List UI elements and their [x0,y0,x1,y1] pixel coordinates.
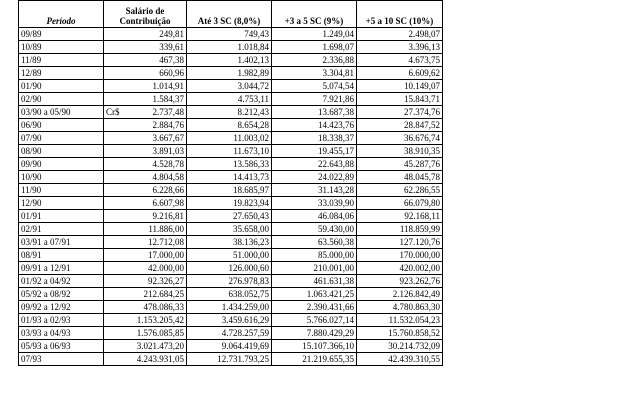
cell-3-a-5-sc: 7.921,86 [272,93,357,106]
cell-5-a-10-sc: 2.498,07 [357,28,443,41]
cell-periodo: 09/90 [19,158,104,171]
currency-prefix: Cr$ [106,107,120,117]
cell-salario: 4.804,58 [104,171,187,184]
cell-periodo: 03/90 a 05/90 [19,106,104,119]
cell-5-a-10-sc: 36.676,74 [357,132,443,145]
cell-3-a-5-sc: 1.698,07 [272,41,357,54]
cell-3-a-5-sc: 18.338,37 [272,132,357,145]
cell-ate-3-sc: 38.136,23 [187,236,272,249]
cell-5-a-10-sc: 27.374,76 [357,106,443,119]
header-5-a-10-sc: +5 a 10 SC (10%) [357,1,443,28]
cell-ate-3-sc: 3.044,72 [187,80,272,93]
cell-periodo: 07/93 [19,353,104,366]
cell-salario: 12.712,08 [104,236,187,249]
cell-periodo: 09/92 a 12/92 [19,301,104,314]
cell-salario: 339,61 [104,41,187,54]
cell-3-a-5-sc: 3.304,81 [272,67,357,80]
cell-ate-3-sc: 126.000,60 [187,262,272,275]
cell-ate-3-sc: 1.018,84 [187,41,272,54]
cell-periodo: 03/91 a 07/91 [19,236,104,249]
table-row [19,41,443,54]
cell-salario: 1.576.085,85 [104,327,187,340]
cell-ate-3-sc: 1.402,13 [187,54,272,67]
cell-ate-3-sc: 27.650,43 [187,210,272,223]
cell-ate-3-sc: 8.654,28 [187,119,272,132]
cell-ate-3-sc: 4.728.257,59 [187,327,272,340]
cell-ate-3-sc: 35.658,00 [187,223,272,236]
table-row [19,184,443,197]
cell-5-a-10-sc: 62.286,55 [357,184,443,197]
cell-periodo: 05/92 a 08/92 [19,288,104,301]
cell-5-a-10-sc: 3.396,13 [357,41,443,54]
cell-salario: 6.228,66 [104,184,187,197]
cell-5-a-10-sc: 4.673,75 [357,54,443,67]
cell-ate-3-sc: 13.586,33 [187,158,272,171]
table-row [19,262,443,275]
cell-salario: 4.528,78 [104,158,187,171]
table-row [19,327,443,340]
cell-periodo: 10/89 [19,41,104,54]
cell-5-a-10-sc: 28.847,52 [357,119,443,132]
cell-5-a-10-sc: 127.120,76 [357,236,443,249]
cell-ate-3-sc: 749,43 [187,28,272,41]
cell-5-a-10-sc: 30.214.732,09 [357,340,443,353]
cell-salario: 9.216,81 [104,210,187,223]
cell-periodo: 12/89 [19,67,104,80]
cell-salario: 4.243.931,05 [104,353,187,366]
table-row [19,353,443,366]
cell-ate-3-sc: 12.731.793,25 [187,353,272,366]
table-row [19,80,443,93]
cell-5-a-10-sc: 15.843,71 [357,93,443,106]
table-row [19,249,443,262]
cell-5-a-10-sc: 118.859,99 [357,223,443,236]
cell-5-a-10-sc: 48.045,78 [357,171,443,184]
cell-5-a-10-sc: 420.002,00 [357,262,443,275]
cell-5-a-10-sc: 2.126.842,49 [357,288,443,301]
cell-5-a-10-sc: 6.609,62 [357,67,443,80]
cell-5-a-10-sc: 38.910,35 [357,145,443,158]
cell-5-a-10-sc: 66.079,80 [357,197,443,210]
cell-ate-3-sc: 11.673,10 [187,145,272,158]
table-row [19,28,443,41]
cell-ate-3-sc: 9.064.419,69 [187,340,272,353]
table-row [19,314,443,327]
cell-5-a-10-sc: 92.168,11 [357,210,443,223]
cell-3-a-5-sc: 2.336,88 [272,54,357,67]
table-row [19,171,443,184]
table-row [19,106,443,119]
cell-5-a-10-sc: 11.532.054,23 [357,314,443,327]
cell-periodo: 08/91 [19,249,104,262]
cell-periodo: 07/90 [19,132,104,145]
header-ate-3-sc: Até 3 SC (8,0%) [187,1,272,28]
cell-3-a-5-sc: 46.084,06 [272,210,357,223]
table-row [19,197,443,210]
cell-3-a-5-sc: 7.880.429,29 [272,327,357,340]
cell-ate-3-sc: 1.982,89 [187,67,272,80]
table-row [19,158,443,171]
cell-3-a-5-sc: 210.001,00 [272,262,357,275]
cell-3-a-5-sc: 59.430,00 [272,223,357,236]
cell-5-a-10-sc: 923.262,76 [357,275,443,288]
cell-ate-3-sc: 4.753,11 [187,93,272,106]
table-row [19,223,443,236]
cell-3-a-5-sc: 5.074,54 [272,80,357,93]
table-row [19,67,443,80]
cell-3-a-5-sc: 13.687,38 [272,106,357,119]
cell-ate-3-sc: 1.434.259,00 [187,301,272,314]
table-row [19,301,443,314]
cell-periodo: 09/89 [19,28,104,41]
cell-periodo: 12/90 [19,197,104,210]
cell-ate-3-sc: 3.459.616,29 [187,314,272,327]
cell-3-a-5-sc: 24.022,89 [272,171,357,184]
cell-ate-3-sc: 14.413,73 [187,171,272,184]
table-row [19,119,443,132]
header-salario: Salário de Contribuição [104,1,187,28]
cell-ate-3-sc: 51.000,00 [187,249,272,262]
cell-periodo: 09/91 a 12/91 [19,262,104,275]
cell-5-a-10-sc: 10.149,07 [357,80,443,93]
cell-salario: 249,81 [104,28,187,41]
cell-salario: 6.607,98 [104,197,187,210]
table-row [19,132,443,145]
cell-3-a-5-sc: 2.390.431,66 [272,301,357,314]
cell-3-a-5-sc: 5.766.027,14 [272,314,357,327]
cell-salario: 17.000,00 [104,249,187,262]
cell-5-a-10-sc: 4.780.863,30 [357,301,443,314]
cell-periodo: 01/91 [19,210,104,223]
cell-3-a-5-sc: 461.631,38 [272,275,357,288]
cell-3-a-5-sc: 15.107.366,10 [272,340,357,353]
cell-3-a-5-sc: 33.039,90 [272,197,357,210]
cell-ate-3-sc: 11.003,02 [187,132,272,145]
cell-periodo: 01/90 [19,80,104,93]
cell-salario: 3.891,03 [104,145,187,158]
cell-salario: 92.326,27 [104,275,187,288]
cell-3-a-5-sc: 14.423,76 [272,119,357,132]
table-header-row [19,1,443,28]
cell-salario [104,106,187,119]
salario-value: 2.737,48 [152,107,184,117]
cell-3-a-5-sc: 1.249,04 [272,28,357,41]
header-periodo: Período [19,1,104,28]
cell-periodo: 02/90 [19,93,104,106]
cell-periodo: 10/90 [19,171,104,184]
cell-3-a-5-sc: 31.143,28 [272,184,357,197]
cell-salario: 3.021.473,20 [104,340,187,353]
cell-ate-3-sc: 276.978,83 [187,275,272,288]
cell-salario: 660,96 [104,67,187,80]
header-3-a-5-sc: +3 a 5 SC (9%) [272,1,357,28]
cell-3-a-5-sc: 19.455,17 [272,145,357,158]
cell-salario: 11.886,00 [104,223,187,236]
cell-3-a-5-sc: 63.560,38 [272,236,357,249]
cell-ate-3-sc: 8.212,43 [187,106,272,119]
cell-salario: 42.000,00 [104,262,187,275]
cell-5-a-10-sc: 170.000,00 [357,249,443,262]
cell-5-a-10-sc: 15.760.858,52 [357,327,443,340]
cell-salario: 1.584,37 [104,93,187,106]
table-row [19,236,443,249]
cell-periodo: 05/93 a 06/93 [19,340,104,353]
cell-ate-3-sc: 18.685,97 [187,184,272,197]
table-row [19,340,443,353]
table-row [19,288,443,301]
cell-3-a-5-sc: 1.063.421,25 [272,288,357,301]
cell-periodo: 01/92 a 04/92 [19,275,104,288]
cell-3-a-5-sc: 21.219.655,35 [272,353,357,366]
cell-salario: 1.014,91 [104,80,187,93]
table-row [19,210,443,223]
cell-salario: 3.667,67 [104,132,187,145]
cell-periodo: 08/90 [19,145,104,158]
cell-salario: 478.086,33 [104,301,187,314]
table-row [19,93,443,106]
cell-salario: 2.884,76 [104,119,187,132]
table-row [19,275,443,288]
table-row [19,54,443,67]
cell-periodo: 06/90 [19,119,104,132]
cell-ate-3-sc: 638.052,75 [187,288,272,301]
contribution-table [18,0,443,366]
cell-periodo: 03/93 a 04/93 [19,327,104,340]
cell-periodo: 02/91 [19,223,104,236]
cell-salario: 467,38 [104,54,187,67]
cell-periodo: 01/93 a 02/93 [19,314,104,327]
table-row [19,145,443,158]
cell-5-a-10-sc: 42.439.310,55 [357,353,443,366]
cell-salario: 1.153.205,42 [104,314,187,327]
cell-ate-3-sc: 19.823,94 [187,197,272,210]
cell-5-a-10-sc: 45.287,76 [357,158,443,171]
cell-3-a-5-sc: 22.643,88 [272,158,357,171]
cell-periodo: 11/90 [19,184,104,197]
cell-periodo: 11/89 [19,54,104,67]
cell-salario: 212.684,25 [104,288,187,301]
cell-3-a-5-sc: 85.000,00 [272,249,357,262]
